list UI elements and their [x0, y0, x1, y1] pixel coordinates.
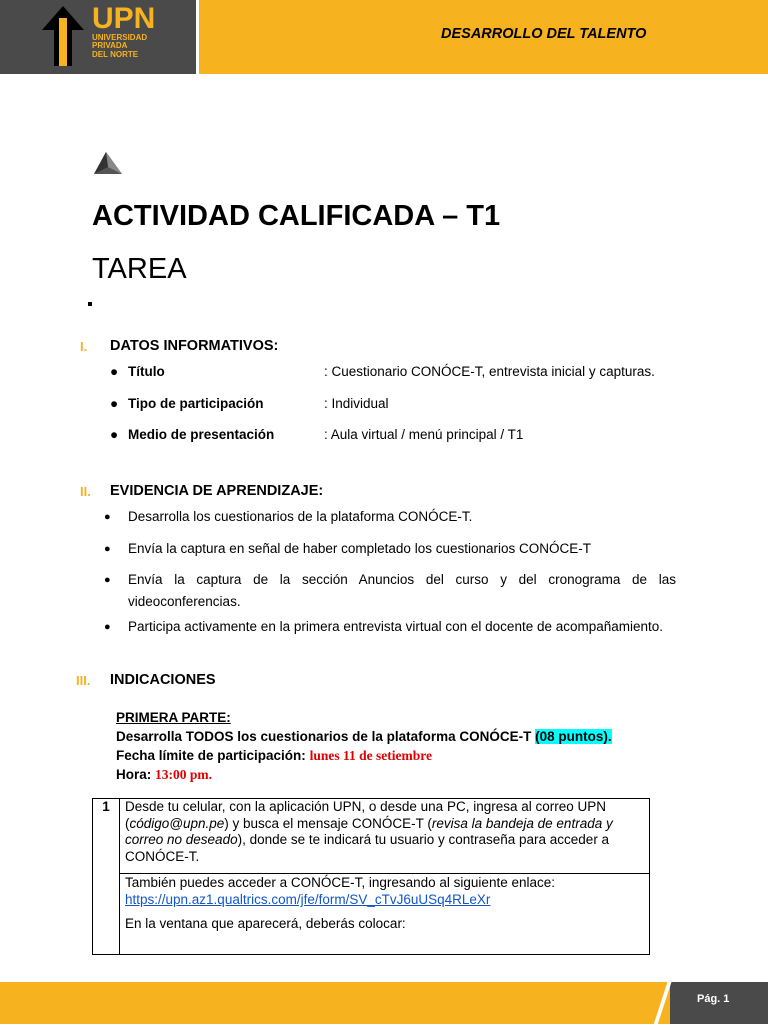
- time-label: Hora:: [116, 767, 152, 782]
- decorative-dot: [88, 302, 92, 306]
- section-number: I.: [80, 339, 88, 354]
- survey-link[interactable]: https://upn.az1.qualtrics.com/jfe/form/SV_cTvJ6uUSq4RLeXr: [125, 892, 491, 907]
- step-text: ) y busca el mensaje CONÓCE-T (: [224, 815, 432, 831]
- bullet-icon: ●: [110, 396, 119, 411]
- header-title: DESARROLLO DEL TALENTO: [441, 26, 647, 42]
- page-subtitle: TAREA: [92, 253, 187, 285]
- info-label: Tipo de participación: [128, 396, 264, 411]
- list-item: [104, 616, 676, 638]
- section-heading: EVIDENCIA DE APRENDIZAJE:: [110, 483, 324, 499]
- logo-name: UPN: [92, 2, 156, 35]
- deadline-value: lunes 11 de setiembre: [309, 748, 432, 763]
- logo-sub-line: PRIVADA: [92, 41, 128, 51]
- section-heading: DATOS INFORMATIVOS:: [110, 338, 279, 354]
- table-row: [93, 799, 650, 874]
- page-title: ACTIVIDAD CALIFICADA – T1: [92, 200, 501, 232]
- steps-table: [92, 798, 650, 955]
- header-divider: [196, 0, 199, 74]
- task-text: Desarrolla TODOS los cuestionarios de la plataforma CONÓCE-T: [116, 729, 532, 744]
- section-number: III.: [76, 673, 91, 688]
- task-line: [116, 727, 612, 746]
- step-instructions: [120, 799, 650, 874]
- upn-arrow-icon: [36, 4, 90, 68]
- list-item-text: Envía la captura de la sección Anuncios del curso y del cronograma de las videoconferencias.: [128, 572, 676, 609]
- step-text: En la ventana que aparecerá, deberás colocar:: [125, 916, 406, 931]
- list-item: [104, 538, 676, 560]
- bullet-icon: ●: [104, 574, 111, 586]
- table-row: [93, 874, 650, 955]
- info-label: Título: [128, 364, 165, 379]
- bullet-icon: ●: [104, 511, 111, 523]
- step-text: Desde tu celular, con la aplicación UPN, o desde una PC, ingresa al correo UPN (: [125, 799, 607, 831]
- list-item: [104, 506, 676, 528]
- list-item: [104, 569, 676, 613]
- navigation-arrow-icon: [92, 150, 124, 178]
- list-item-text: Envía la captura en señal de haber completado los cuestionarios CONÓCE-T: [128, 541, 591, 556]
- step-number: 1: [93, 799, 120, 955]
- points-badge: (08 puntos).: [535, 729, 612, 744]
- bullet-icon: ●: [110, 364, 119, 379]
- inbox-hint: revisa la bandeja de entrada y correo no deseado: [125, 815, 613, 847]
- instructions-block: [116, 708, 612, 784]
- bullet-icon: ●: [104, 621, 111, 633]
- time-value: 13:00 pm.: [155, 767, 213, 782]
- info-label: Medio de presentación: [128, 427, 275, 442]
- step-text: ), donde se te indicará tu usuario y contraseña para acceder a CONÓCE-T.: [125, 832, 610, 864]
- info-value: : Cuestionario CONÓCE-T, entrevista inicial y capturas.: [324, 364, 655, 379]
- time-line: [116, 765, 612, 784]
- bullet-icon: ●: [110, 427, 119, 442]
- info-value: : Individual: [324, 396, 389, 411]
- section-number: II.: [80, 484, 91, 499]
- bullet-icon: ●: [104, 543, 111, 555]
- upn-logo: [0, 0, 196, 74]
- page-footer: [0, 982, 768, 1024]
- step-text: También puedes acceder a CONÓCE-T, ingresando al siguiente enlace:: [125, 875, 555, 890]
- email-text: código@upn.pe: [129, 815, 225, 831]
- logo-sub-line: UNIVERSIDAD: [92, 33, 148, 42]
- list-item-text: Desarrolla los cuestionarios de la plataforma CONÓCE-T.: [128, 509, 473, 524]
- part-label: PRIMERA PARTE:: [116, 710, 231, 725]
- logo-subtitle: [92, 34, 147, 59]
- section-heading: INDICACIONES: [110, 672, 216, 688]
- page-number: Pág. 1: [697, 993, 730, 1005]
- info-value: : Aula virtual / menú principal / T1: [324, 427, 524, 442]
- step-alt-access: [120, 874, 650, 955]
- deadline-line: [116, 746, 612, 765]
- deadline-label: Fecha límite de participación:: [116, 748, 306, 763]
- list-item-text: Participa activamente en la primera entrevista virtual con el docente de acompañamiento.: [128, 619, 664, 634]
- logo-sub-line: DEL NORTE: [92, 49, 139, 59]
